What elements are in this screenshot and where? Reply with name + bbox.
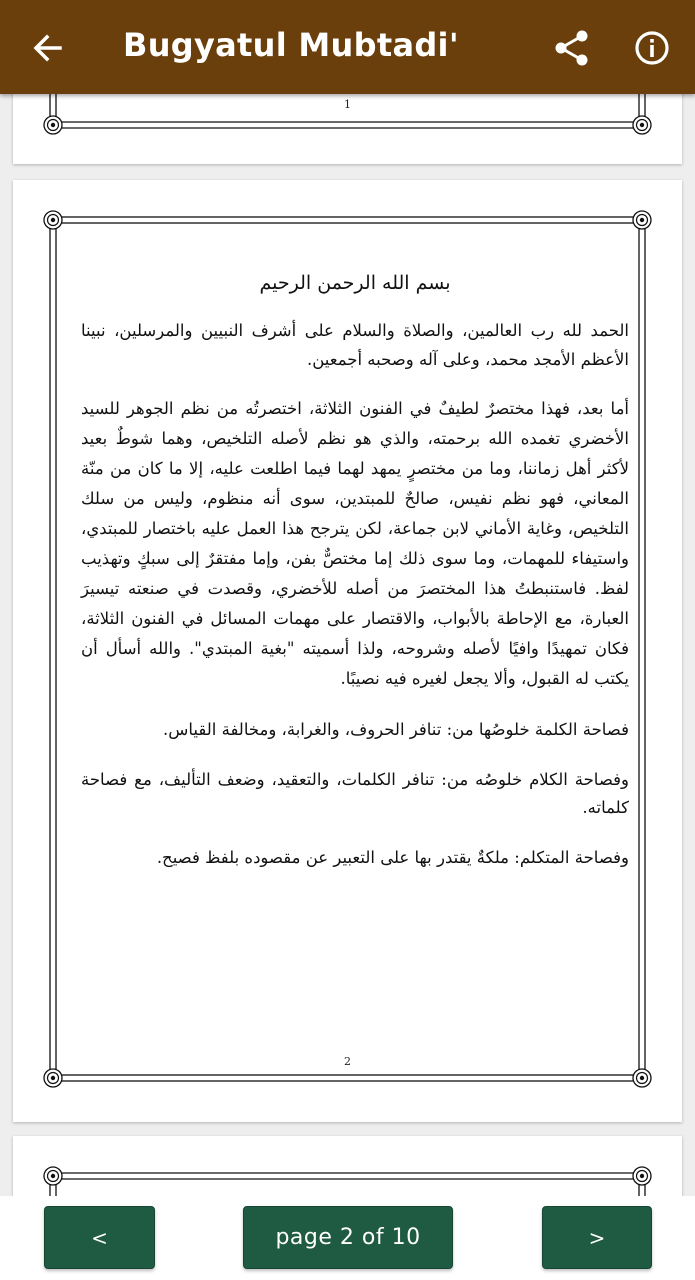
app-bar	[0, 0, 695, 94]
share-icon[interactable]	[552, 28, 592, 68]
paragraph: فصاحة الكلمة خلوصُها من: تنافر الحروف، والغرابة، ومخالفة القياس.	[163, 720, 629, 739]
info-icon[interactable]	[632, 28, 672, 68]
previous-page-button[interactable]: <	[44, 1206, 155, 1269]
paragraph: أما بعد، فهذا مختصرٌ لطيفٌ في الفنون الثلاثة، اختصرتُه من نظم الجوهر للسيد الأخضري تغمده الله برحمته، والذي هو نظم لأصله التلخيص، وهما شوطٌ بعيد لأكثر أهل زماننا، وما من مختصرٍ يمهد لهما فيما اطلعت عليه، إلا ما كان من منّة المعاني، فهو نظم نفيس، صالحٌ للمبتدين، سوى أنه منظوم، وليس من سلك التلخيص، وغاية الأماني لابن جماعة، لكن يترجح هذا العمل عليه باختصار للمبتدي، واستيفاء للمهمات، وما سوى ذلك إما مختصٌّ بفن، وإما مفتقرٌ إلى سبكٍ وتهذيب لفظ. فاستنبطتُ هذا المختصرَ من أصله للأخضري، وقصدت في صنعته تيسيرَ العبارة، مع الإحاطة بالأبواب، والاقتصار على مهمات المسائل في الفنون الثلاثة، فكان تمهيدًا وافيًا لأصله وشروحه، ولذا أسميته "بغية المبتدي". والله أسأل أن يكتب له القبول، وألا يجعل لغيره فيه نصيبًا.	[81, 399, 629, 688]
paragraph: وفصاحة المتكلم: ملكةٌ يقتدر بها على التعبير عن مقصوده بلفظ فصيح.	[156, 848, 629, 867]
paragraph: وفصاحة الكلام خلوصُه من: تنافر الكلمات، والتعقيد، وضعف التأليف، مع فصاحة كلماته.	[81, 770, 629, 817]
page-number: 1	[344, 98, 351, 111]
basmala: بسم الله الرحمن الرحيم	[259, 272, 451, 294]
page-indicator-button[interactable]: page 2 of 10	[243, 1206, 453, 1269]
page-navigation-bar	[0, 1196, 695, 1280]
arrow-left-icon[interactable]	[28, 28, 68, 68]
app-title: Bugyatul Mubtadi'	[123, 26, 459, 64]
next-page-button[interactable]: >	[542, 1206, 652, 1269]
current-page	[13, 180, 682, 1122]
page-text	[81, 268, 629, 872]
paragraph: الحمد لله رب العالمين، والصلاة والسلام على أشرف النبيين والمرسلين، نبينا الأعظم الأمجد محمد، وعلى آله وصحبه أجمعين.	[81, 321, 629, 369]
page-number: 2	[344, 1055, 351, 1068]
